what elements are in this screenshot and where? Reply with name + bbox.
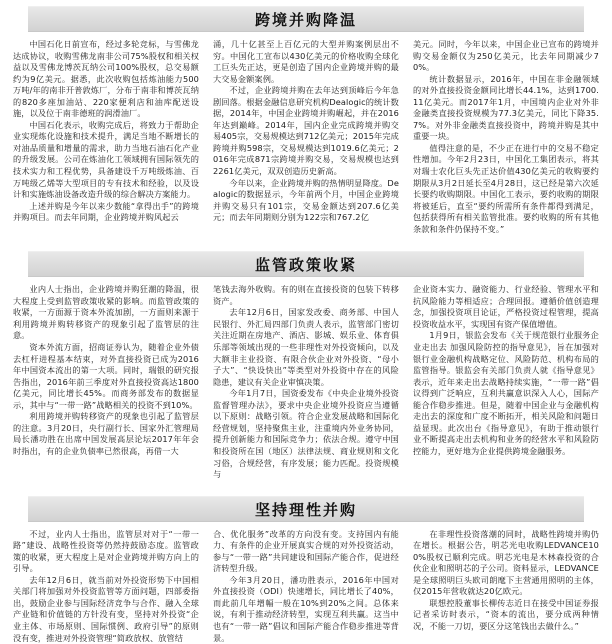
column-3 <box>406 529 606 644</box>
paragraph: 中国石化表示，收购完成后，将致力于帮助企业实现炼化设施和技术提升，满足当地不断增长的对油品质量和增量的需求，助力当地石油石化产业的升级发展。公司在炼油化工领域拥有国际领先的技术实力和工程优势，具备建设千万吨级炼油、百万吨级乙烯等大型项目的专有技术和经验，以及设计和实施炼油设备改造升级的综合解决方案能力。 <box>13 119 199 200</box>
section-rational-ma <box>0 496 612 644</box>
section-heading-banner-1 <box>28 6 584 32</box>
section-heading-banner-3 <box>28 496 584 522</box>
section-heading-banner-2 <box>28 251 584 277</box>
column-2 <box>206 529 406 644</box>
column-1 <box>6 284 206 480</box>
column-3 <box>406 39 606 235</box>
paragraph: 统计数据显示，2016年，中国在非金融领域的对外直接投资金额同比增长44.1%，达到1700.11亿美元。而2017年1月，中国境内企业对外非金融类直接投资规模为77.3亿美元，同比下降35.7%。对外非金融类直接投资中，跨境并购是其中重要一块。 <box>412 73 599 142</box>
section-columns-3 <box>0 529 612 644</box>
paragraph: 不过，企业跨境并购在去年达到顶峰后今年急剧回落。根据金融信息研究机构Dealogic的统计数据，2014年，中国企业跨境并购崛起，并在2016年达到巅峰。2014年，国内企业完成跨境并购交易405宗，交易规模达到712亿美元；2015年完成跨境并购598宗，交易规模达到1019.6亿美元；2016年完成871宗跨境并购交易，交易规模也达到2261亿美元，双双创造历史新高。 <box>212 85 399 177</box>
heading-gap-2 <box>0 277 612 284</box>
paragraph: 美元。同时，今年以来，中国企业已宣布的跨境并购交易金额仅为250亿美元，比去年同期减少70%。 <box>412 39 599 73</box>
paragraph: 去年12月6日，就当前对外投资形势下中国相关部门将加强对外投资监管等方面问题，四部委指出，鼓励企业参与国际经济竞争与合作、融入全球产业链和价值链的方针没有变，坚持对外投资“企业主体、市场原则、国际惯例、政府引导”的原则没有变，推进对外投资管理“简政放权、放管结 <box>13 574 199 643</box>
paragraph: 笔钱去海外收购。有的则在直接投资的包装下转移资产。 <box>212 284 399 306</box>
section-gap-1 <box>0 235 612 251</box>
section-heading-title-1: 跨境并购降温 <box>254 11 357 29</box>
paragraph: 不过，业内人士指出，监管层对对于“一带一路”建设、战略性投资等仍然持鼓励态度。监管政策的收紧，更大程度上是对企业跨境并购方向上的引导。 <box>13 528 199 574</box>
column-1 <box>6 39 206 235</box>
paragraph: 企业资本实力、融资能力、行业经验、管理水平和抗风险能力等相适应；合理回报。遵循价值创造理念，加强投资项目论证，严格投资过程管理，提高投资收益水平，实现国有资产保值增值。 <box>412 284 599 329</box>
paragraph: 1月9日，银监会发布《关于规范银行业服务企业走出去 加强风险防控的指导意见》，旨在加强对银行业金融机构战略定位、风险防范、机构布局的监管指导。银监会有关部门负责人就《指导意见》表示，近年来走出去战略持续实施，“一带一路”倡议得到广泛响应，互利共赢意识深入人心，国际产能合作稳步推进。但是，随着中国企业与金融机构走出去的深度和广度不断拓开，相关风险和问题日益显现。此次出台《指导意见》，有助于推动银行业不断提高走出去机构和业务的经营水平和风险防控能力，更好地为企业提供跨境金融服务。 <box>412 330 599 456</box>
paragraph: 值得注意的是，不少正在进行中的交易不稳定性增加。今年2月23日，中国化工集团表示，将其对瑞士农化巨头先正达价值430亿美元的收购要约期限从3月2日延长至4月28日，这已经是第六次延长要约收购期限。中国化工表示，要约收购的期限将被延后，直至“要约所需所有条件都得到满足，包括获得所有相关监管批准。要约收购的所有其他条款和条件仍保持不变。” <box>412 142 599 234</box>
paragraph: 今年以来，企业跨境并购的热情明显降度。Dealogic的数据显示，今年前两个月，中国企业跨境并购交易只有101宗，交易金额达到207.6亿美元；而去年同期则分别为122宗和767.2亿 <box>212 177 399 223</box>
paragraph: 涌，几十亿甚至上百亿元的大型并购案例层出不穷。中国化工宣布以430亿美元的价格收购全球化工巨头先正达，更是创造了国内企业跨境并购的最大交易金额案例。 <box>212 39 399 84</box>
paragraph: 利用跨境并购转移资产的现象也引起了监管层的注意。3月20日，央行副行长、国家外汇管理局局长潘功胜在出席中国发展高层论坛2017年年会时指出，有的企业负债率已然很高，再借一大 <box>13 411 199 456</box>
paragraph: 资本外流方面，招商证券认为，随着企业外债去杠杆进程基本结束，对外直接投资已成为2016年中国资本流出的第一大项。同时，瑞银的研究报告指出，2016年前三季度对外直接投资高达1800亿美元，同比增长45%。而商务部发布的数据显示，其中与“一带一路”战略相关的投资不到10%。 <box>13 342 199 410</box>
paragraph: 上述并购是今年以来少数能“拿得出手”的跨境并购项目。而去年同期，企业跨境并购风起云 <box>13 200 199 223</box>
section-gap-2 <box>0 481 612 496</box>
section-heading-title-3: 坚持理性并购 <box>254 500 357 519</box>
paragraph: 在非理性投资落潮的同时，战略性跨境并购仍在增长。根据公告，明芯光电收购LEDVANCE100%股权已顺利完成。明芯光电是木林森投资的合伙企业和照明芯的子公司。资料显示，LEDVANCE是全球照明巨头欧司朗麾下主营通用照明的主体，仅2015年营收就达20亿欧元。 <box>412 528 599 597</box>
section-cross-border-ma <box>0 6 612 235</box>
paragraph: 今年3月20日，潘功胜表示，2016年中国对外直接投资（ODI）快速增长，同比增长了40%，而此前几年增幅一般在10%到20%之间。总体来说，有利于推动经济转型，实现互利共赢。这当中也有“一带一路”倡议和国际产能合作稳步推进等背景。 <box>212 574 399 643</box>
section-columns-1 <box>0 39 612 235</box>
paragraph: 联想控股董事长柳传志近日在接受中国证券报记者采访时表示，“资本的流出，要分成两种情况，不能一刀切，要区分这笔钱出去做什么。” <box>412 597 599 631</box>
column-3 <box>406 284 606 480</box>
paragraph: 合、优化服务”改革的方向没有变。支持国内有能力、有条件的企业开展真实合规的对外投资活动，参与“一带一路”共同建设和国际产能合作，促进经济转型升级。 <box>212 528 399 574</box>
section-columns-2 <box>0 284 612 480</box>
paragraph: 中国石化日前宣布，经过多轮竞标，与雪佛龙达成协议，收购雪佛龙南非公司75%股权和相关权益以及雪佛龙博茨瓦纳公司100%股权，总交易额约为9亿美元。据悉，此次收购包括炼油能力500万吨/年的南非开普敦炼厂，分布于南非和博茨瓦纳的820多座加油站、220家便利店和油库配送设施，以及位于南非德班的润滑油厂。 <box>13 39 199 119</box>
column-2 <box>206 39 406 235</box>
column-2 <box>206 284 406 480</box>
section-regulation-tightening <box>0 251 612 480</box>
heading-gap-1 <box>0 32 612 39</box>
paragraph: 今年1月7日，国资委发布《中央企业境外投资监督管理办法》，要求中央企业境外投资应当遵循以下原则：战略引领。符合企业发展战略和国际化经营规划，坚持聚焦主业，注重境内外业务协同，提升创新能力和国际竞争力；依法合规。遵守中国和投资所在国（地区）法律法规、商业规则和文化习俗，合规经营，有序发展；能力匹配。投资规模与 <box>212 388 399 480</box>
paragraph: 业内人士指出，企业跨境并购狂潮的降温，很大程度上受到监管政策收紧的影响。而监管政策的收紧，一方面源于资本外流加剧，一方面则来源于利用跨境并购转移资产的现象引起了监管层的注意。 <box>13 284 199 341</box>
column-1 <box>6 529 206 644</box>
heading-gap-3 <box>0 522 612 529</box>
section-heading-title-2: 监管政策收紧 <box>254 256 357 275</box>
paragraph: 去年12月6日，国家发改委、商务部、中国人民银行、外汇局四部门负责人表示，监管部门密切关注近期在房地产、酒店、影城、娱乐业、体育俱乐部等领域出现的一些非理性对外投资倾向，以及大额非主业投资、有限合伙企业对外投资、“母小子大”、“快设快出”等类型对外投资中存在的风险隐患，建议有关企业审慎决策。 <box>212 307 399 387</box>
